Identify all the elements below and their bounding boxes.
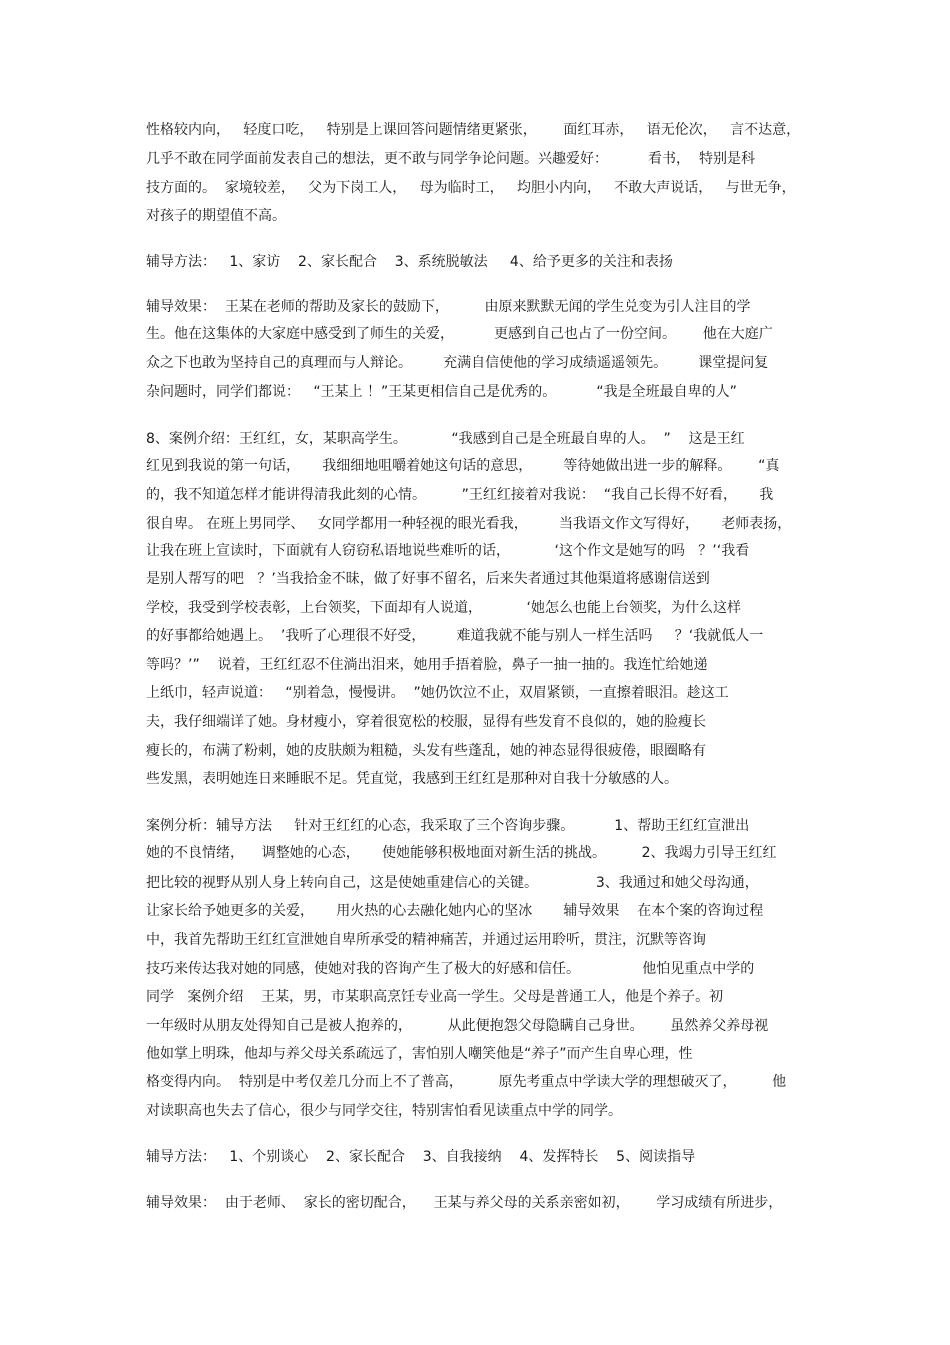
text-line: 的好事都给她遇上。 ’我听了心理很不好受， 难道我就不能与别人一样生活吗 ？‘我就低人一 [146,628,764,644]
text-line: 技方面的。 家境较差， 父为下岗工人， 母为临时工， 均胆小内向， 不敢大声说话， 与世无争， [146,180,796,196]
text-line: 众之下也敢为坚持自己的真理而与人辩论。 充满自信使他的学习成绩遥遥领先。 课堂提问复 [146,355,769,371]
text-line: 夫，我仔细端详了她。身材瘦小，穿着很宽松的校服，显得有些发育不良似的，她的脸瘦长 [146,714,706,730]
text-line: 学校，我受到学校表彰，上台领奖，下面却有人说道， ‘她怎么也能上台领奖，为什么这样 [146,600,741,616]
text-line: 瘦长的，布满了粉刺，她的皮肤颇为粗糙，头发有些蓬乱，她的神态显得很疲倦，眼圈略有 [146,743,706,759]
text-line: 等吗？’” 说着，王红红忍不住淌出泪来，她用手捂着脸，鼻子一抽一抽的。我连忙给她递 [146,657,708,673]
text-line: 几乎不敢在同学面前发表自己的想法，更不敢与同学争论问题。兴趣爱好： 看书， 特别是科 [146,151,755,167]
text-line: 的，我不知道怎样才能讲得清我此刻的心情。 ”王红红接着对我说： “我自己长得不好看， 我 [146,487,774,503]
text-line: 很自卑。 在班上男同学、 女同学都用一种轻视的眼光看我， 当我语文作文写得好， 老师表扬， [146,516,792,532]
text-line: 生。他在这集体的大家庭中感受到了师生的关爱， 更感到自己也占了一份空间。 他在大庭广 [146,326,773,342]
text-line: 辅导效果： 由于老师、 家长的密切配合， 王某与养父母的关系亲密如初， 学习成绩有所进步， [146,1195,783,1211]
text-line: 8、案例介绍：王红红，女，某职高学生。 “我感到自己是全班最自卑的人。 ” 这是王红 [146,431,745,447]
text-line: 同学 案例介绍 王某，男，市某职高烹饪专业高一学生。父母是普通工人，他是个养子。初 [146,989,724,1005]
text-line: 把比较的视野从别人身上转向自己，这是使她重建信心的关键。 3、我通过和她父母沟通， [146,875,759,891]
text-line: 上纸巾，轻声说道： “别着急，慢慢讲。 ”她仍饮泣不止，双眉紧锁，一直擦着眼泪。趁这工 [146,685,729,701]
text-line: 技巧来传达我对她的同感，使她对我的咨询产生了极大的好感和信任。 他怕见重点中学的 [146,961,755,977]
text-line: 辅导方法： 1、家访 2、家长配合 3、系统脱敏法 4、给予更多的关注和表扬 [146,254,673,270]
text-line: 性格较内向， 轻度口吃， 特别是上课回答问题情绪更紧张， 面红耳赤， 语无伦次， 言不达意， [146,122,801,138]
text-line: 对读职高也失去了信心，很少与同学交往，特别害怕看见读重点中学的同学。 [146,1103,622,1119]
text-line: 格变得内向。 特别是中考仅差几分而上不了普高， 原先考重点中学读大学的理想破灭了， 他 [146,1074,787,1090]
text-line: 案例分析：辅导方法 针对王红红的心态，我采取了三个咨询步骤。 1、帮助王红红宣泄出 [146,818,750,834]
text-line: 他如掌上明珠，他却与养父母关系疏远了，害怕别人嘲笑他是“养子”而产生自卑心理，性 [146,1046,693,1062]
text-line: 一年级时从朋友处得知自己是被人抱养的， 从此便抱怨父母隐瞒自己身世。 虽然养父养母视 [146,1018,769,1034]
text-line: 中，我首先帮助王红红宣泄她自卑所承受的精神痛苦，并通过运用聆听，贯注，沉默等咨询 [146,932,706,948]
text-line: 杂问题时，同学们都说： “王某上 ！”王某更相信自己是优秀的。 “我是全班最自卑的人” [146,384,737,400]
text-line: 红见到我说的第一句话， 我细细地咀嚼着她这句话的意思， 等待她做出进一步的解释。 “真 [146,458,780,474]
text-line: 辅导方法： 1、个别谈心 2、家长配合 3、自我接纳 4、发挥特长 5、阅读指导 [146,1149,696,1165]
text-line: 是别人帮写的吧 ？’当我拾金不昧，做了好事不留名，后来失者通过其他渠道将感谢信送到 [146,571,710,587]
text-line: 辅导效果： 王某在老师的帮助及家长的鼓励下， 由原来默默无闻的学生兑变为引人注目的学 [146,299,751,315]
text-line: 让家长给予她更多的关爱， 用火热的心去融化她内心的坚冰 辅导效果 在本个案的咨询过程 [146,903,764,919]
text-line: 对孩子的期望值不高。 [146,208,286,224]
text-line: 些发黑，表明她连日来睡眠不足。凭直觉，我感到王红红是那种对自我十分敏感的人。 [146,771,678,787]
text-line: 让我在班上宣读时，下面就有人窃窃私语地说些难听的话， ‘这个作文是她写的吗 ？’‘我看 [146,543,750,559]
text-line: 她的不良情绪， 调整她的心态， 使她能够积极地面对新生活的挑战。 2、我竭力引导王红红 [146,845,777,861]
